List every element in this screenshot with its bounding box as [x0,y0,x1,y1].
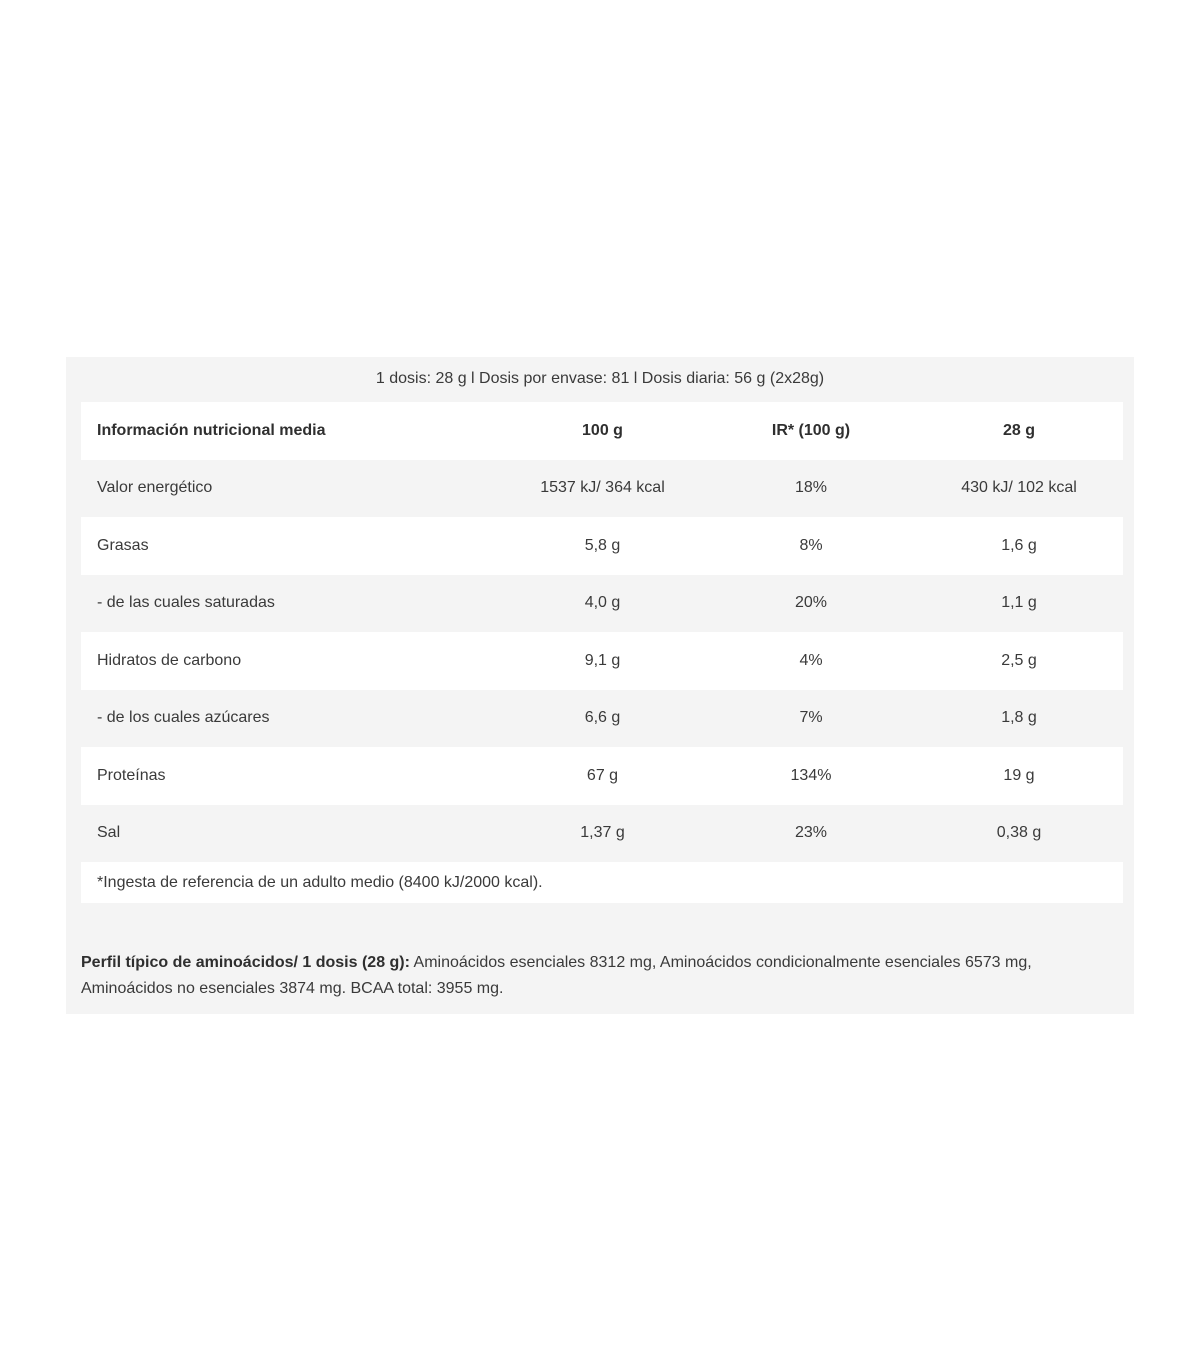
nutrient-name: Hidratos de carbono [97,651,242,669]
nutrition-table [81,402,1123,903]
value-ri: 23% [794,824,828,842]
value-28g: 2,5 g [1001,651,1037,669]
nutrition-panel [66,357,1134,1014]
table-row [81,575,1123,633]
nutrient-name: Valor energético [97,479,213,497]
value-100g: 4,0 g [584,594,621,612]
table-row [81,517,1123,575]
nutrient-name: - de las cuales saturadas [97,594,275,612]
value-100g: 1,37 g [580,824,625,842]
nutrient-name: Sal [97,824,121,842]
value-ri: 134% [790,766,832,784]
value-28g: 19 g [1003,766,1035,784]
value-100g: 9,1 g [584,651,621,669]
table-row [81,747,1123,805]
value-ri: 7% [799,709,823,727]
value-100g: 5,8 g [584,536,621,554]
value-28g: 1,8 g [1001,709,1037,727]
amino-acid-profile [81,950,1121,1002]
amino-profile-text: Aminoácidos esenciales 8312 mg, Aminoácidos condicionalmente esenciales 6573 mg, Aminoácidos no esenciales 3874 mg. BCAA total: 3955 mg. [81,954,1032,997]
reference-intake-footnote: *Ingesta de referencia de un adulto medio (8400 kJ/2000 kcal). [81,862,1123,903]
value-100g: 1537 kJ/ 364 kcal [540,479,665,497]
value-28g: 1,6 g [1001,536,1037,554]
header-ri-100g: IR* (100 g) [771,421,851,439]
header-per-100g: 100 g [582,421,623,439]
table-row [81,632,1123,690]
nutrient-name: Proteínas [97,766,166,784]
table-row [81,690,1123,748]
value-ri: 4% [799,651,823,669]
value-ri: 8% [799,536,823,554]
value-100g: 6,6 g [584,709,621,727]
table-footnote-row [81,862,1123,903]
table-header-row [81,402,1123,460]
header-nutrient: Información nutricional media [97,421,326,439]
value-28g: 0,38 g [996,824,1042,842]
table-row [81,460,1123,518]
value-ri: 20% [794,594,828,612]
header-per-28g: 28 g [1002,421,1035,439]
amino-profile-label: Perfil típico de aminoácidos/ 1 dosis (28 g): [81,954,410,971]
value-28g: 430 kJ/ 102 kcal [961,479,1077,497]
value-100g: 67 g [586,766,619,784]
nutrient-name: Grasas [97,536,149,554]
serving-info: 1 dosis: 28 g l Dosis por envase: 81 l Dosis diaria: 56 g (2x28g) [375,370,825,387]
value-28g: 1,1 g [1001,594,1037,612]
table-row [81,805,1123,863]
value-ri: 18% [794,479,828,497]
nutrient-name: - de los cuales azúcares [97,709,270,727]
